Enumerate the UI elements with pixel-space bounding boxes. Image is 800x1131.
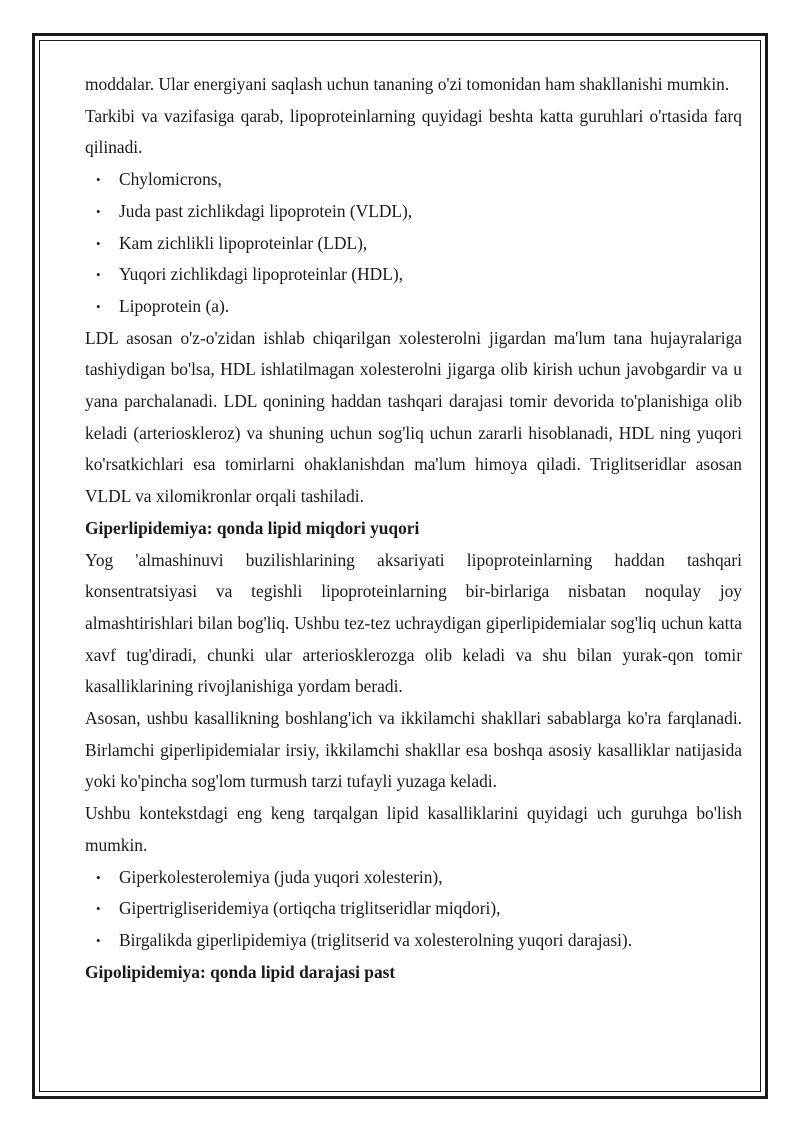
paragraph: Ushbu kontekstdagi eng keng tarqalgan lipid kasalliklarini quyidagi uch guruhga bo'lish mumkin. [85, 803, 742, 855]
paragraph: moddalar. Ular energiyani saqlash uchun tananing o'zi tomonidan ham shakllanishi mumkin. [85, 74, 730, 94]
list-item: • Juda past zichlikdagi lipoprotein (VLDL), [85, 196, 742, 228]
list-item: • Yuqori zichlikdagi lipoproteinlar (HDL), [85, 259, 742, 291]
bullet-icon: • [96, 869, 101, 885]
paragraph: Asosan, ushbu kasallikning boshlang'ich va ikkilamchi shakllari sabablarga ko'ra farqlanadi. Birlamchi giperlipidemialar irsiy, ikkilamchi shakllar esa boshqa asosiy kasalliklar natijasida yoki ko'pincha sog'lom turmush tarzi tufayli yuzaga keladi. [85, 708, 742, 792]
paragraph: LDL asosan o'z-o'zidan ishlab chiqarilgan xolesterolni jigardan ma'lum tana hujayralariga tashiydigan bo'lsa, HDL ishlatilmagan xolesterolni jigarga olib kirish uchun javobgardir va u yana parchalanadi. LDL qonining haddan tashqari darajasi tomir devorida to'planishiga olib keladi (arterioskleroz) va shuning uchun sog'liq uchun zararli hisoblanadi, HDL ning yuqori ko'rsatkichlari esa tomirlarni ohaklanishdan ma'lum himoya qiladi. Triglitseridlar asosan VLDL va xilomikronlar orqali tashiladi. [85, 327, 742, 507]
lipid-disorders-list [85, 862, 742, 957]
list-item: • Giperkolesterolemiya (juda yuqori xolesterin), [85, 862, 742, 894]
bullet-icon: • [96, 901, 101, 917]
list-item: • Kam zichlikli lipoproteinlar (LDL), [85, 228, 742, 260]
bullet-icon: • [96, 298, 101, 314]
list-item: • Chylomicrons, [85, 164, 742, 196]
paragraph: Yog 'almashinuvi buzilishlarining aksariyati lipoproteinlarning haddan tashqari konsentratsiyasi va tegishli lipoproteinlarning bir-birlariga nisbatan noqulay joy almashtirishlari bilan bog'liq. Ushbu tez-tez uchraydigan giperlipidemialar sog'liq uchun katta xavf tug'diradi, chunki ular arteriosklerozga olib keladi va shu bilan yurak-qon tomir kasalliklarining rivojlanishiga yordam beradi. [85, 549, 742, 697]
bullet-icon: • [96, 267, 101, 283]
bullet-icon: • [96, 172, 101, 188]
section-heading: Gipolipidemiya: qonda lipid darajasi past [85, 961, 396, 982]
document-body [85, 69, 742, 988]
lipoprotein-groups-list [85, 164, 742, 323]
list-item: • Birgalikda giperlipidemiya (triglitserid va xolesterolning yuqori darajasi). [85, 925, 742, 957]
list-item: • Lipoprotein (a). [85, 291, 742, 323]
section-heading: Giperlipidemiya: qonda lipid miqdori yuqori [85, 517, 420, 538]
bullet-icon: • [96, 203, 101, 219]
bullet-icon: • [96, 235, 101, 251]
list-item: • Gipertrigliseridemiya (ortiqcha triglitseridlar miqdori), [85, 893, 742, 925]
paragraph: Tarkibi va vazifasiga qarab, lipoproteinlarning quyidagi beshta katta guruhlari o'rtasida farq qilinadi. [85, 105, 742, 158]
bullet-icon: • [96, 932, 101, 948]
